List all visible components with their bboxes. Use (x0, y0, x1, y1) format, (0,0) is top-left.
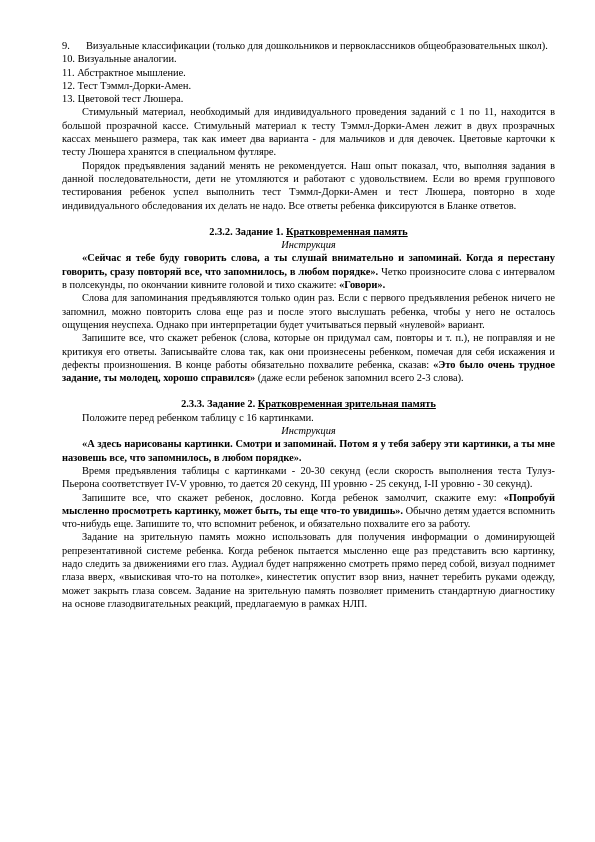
instruction-quote: «А здесь нарисованы картинки. Смотри и запоминай. Потом я у тебя заберу эти картинки, а ты мне назовешь все, что запомнилось, в любом порядке». (62, 439, 555, 464)
list-item (62, 80, 555, 93)
section-heading-task1 (62, 226, 555, 239)
list-text: 13. Цветовой тест Люшера. (62, 94, 184, 106)
instruction-quote: «Сейчас я тебе буду говорить слова, а ты слушай внимательно и запоминай. Когда я перестану говорить, сразу повторяй все, что запомнилось, в любом порядке». (62, 253, 555, 278)
instruction-paragraph (62, 252, 555, 292)
paragraph-order: Порядок предъявления заданий менять не рекомендуется. Наш опыт показал, что, выполняя задания в данной последовательности, дети не утомляются и работают с удовольствием. Если во время группового тестирования ребенок успел выполнить тест Тэммл-Дорки-Амен и тест Люшера, повторно в ходе индивидуального обследования их делать не надо. Все ответы ребенка фиксируются в Бланке ответов. (62, 160, 555, 212)
heading-prefix: 2.3.2. Задание 1. (209, 226, 286, 238)
section-heading-task2 (62, 398, 555, 411)
heading-title: Кратковременная память (285, 226, 408, 238)
text-part: Запишите все, что скажет ребенок (слова, которые он придумал сам, повторы и т. п.), не поправляя и не критикуя его ответы. Записывайте слова так, как они произнесены ребенком, помечая для себя искажения и дефекты произношения. В конце работы обязательно похвалите ребенка, сказав: (62, 333, 555, 371)
list-item (62, 93, 555, 106)
instruction-label: Инструкция (281, 426, 336, 438)
instruction-label: Инструкция (281, 240, 336, 252)
heading-prefix: 2.3.3. Задание 2. (181, 399, 258, 411)
paragraph-record (62, 332, 555, 385)
paragraph-record2 (62, 492, 555, 532)
paragraph-timing: Время предъявления таблицы с картинками - 20-30 секунд (если скорость выполнения теста Тулуз-Пьерона соответствует IV-V уровню, то дается 20 секунд, III уровню - 25 секунд, I-II уровню - 30 секунд). (62, 465, 555, 491)
list-number: 9. (62, 41, 70, 52)
paragraph-lead: Положите перед ребенком таблицу с 16 картинками. (82, 412, 314, 424)
instruction-tail: Четко произносите слова с интервалом в полсекунды, по окончании кивните головой и тихо скажите: (62, 266, 556, 292)
list-text: 12. Тест Тэммл-Дорки-Амен. (62, 80, 192, 92)
text-part: Обычно детям удается вспомнить что-нибудь еще. Запишите то, что вспомнит ребенок, и обязательно похвалите его за работу. (62, 505, 555, 531)
prompt-quote: «Попробуй мысленно просмотреть картинку, может быть, ты еще что-то увидишь». (62, 492, 555, 517)
paragraph-stimulus: Стимульный материал, необходимый для индивидуального проведения заданий с 1 по 11, находится в большой прозрачной кассе. Стимульный материал к тесту Тэммл-Дорки-Амен лежит в двух прозрачных кассах меньшего размера, так как имеет два варианта - для мальчиков и для девочек. Цветовые карточки к тесту Люшера хранятся в специальном футляре. (62, 107, 555, 159)
instruction-end: «Говори». (339, 280, 386, 292)
document-page (62, 40, 555, 611)
list-item (62, 53, 555, 66)
list-text: Визуальные классификации (только для дошкольников и первоклассников общеобразовательных школ). (86, 41, 548, 52)
paragraph-repeat: Слова для запоминания предъявляются только один раз. Если с первого предъявления ребенок ничего не запомнил, можно повторить слова еще раз и после этого выслушать ребенка, чтобы у него не осталось ощущения неуспеха. Однако при интерпретации будет учитываться первый «нулевой» вариант. (62, 293, 555, 331)
text-part: (даже если ребенок запомнил всего 2-3 слова). (255, 373, 464, 385)
list-text: 10. Визуальные аналогии. (62, 54, 177, 66)
praise-quote: «Это было очень трудное задание, ты молодец, хорошо справился» (62, 359, 556, 385)
list-text: 11. Абстрактное мышление. (62, 67, 186, 79)
text-part: Запишите все, что скажет ребенок, дословно. Когда ребенок замолчит, скажите ему: (82, 492, 504, 504)
list-item (62, 40, 555, 53)
paragraph-visual-memory: Задание на зрительную память можно использовать для получения информации о доминирующей репрезентативной системе ребенка. Когда ребенок пытается мысленно еще раз представить всю картинку, надо следить за движениями его глаз. Аудиал будет напряженно смотреть прямо перед собой, визуал поднимет глаза вверх, «выискивая что-то на потолке», кинестетик опустит взор вниз, начнет теребить руками одежду, может закрыть глаза совсем. Задание на зрительную память позволяет применить стандартную диагностику на основе глазодвигательных реакций, предлагаемую в рамках НЛП. (62, 532, 555, 610)
list-item (62, 67, 555, 80)
heading-title: Кратковременная зрительная память (257, 399, 436, 411)
